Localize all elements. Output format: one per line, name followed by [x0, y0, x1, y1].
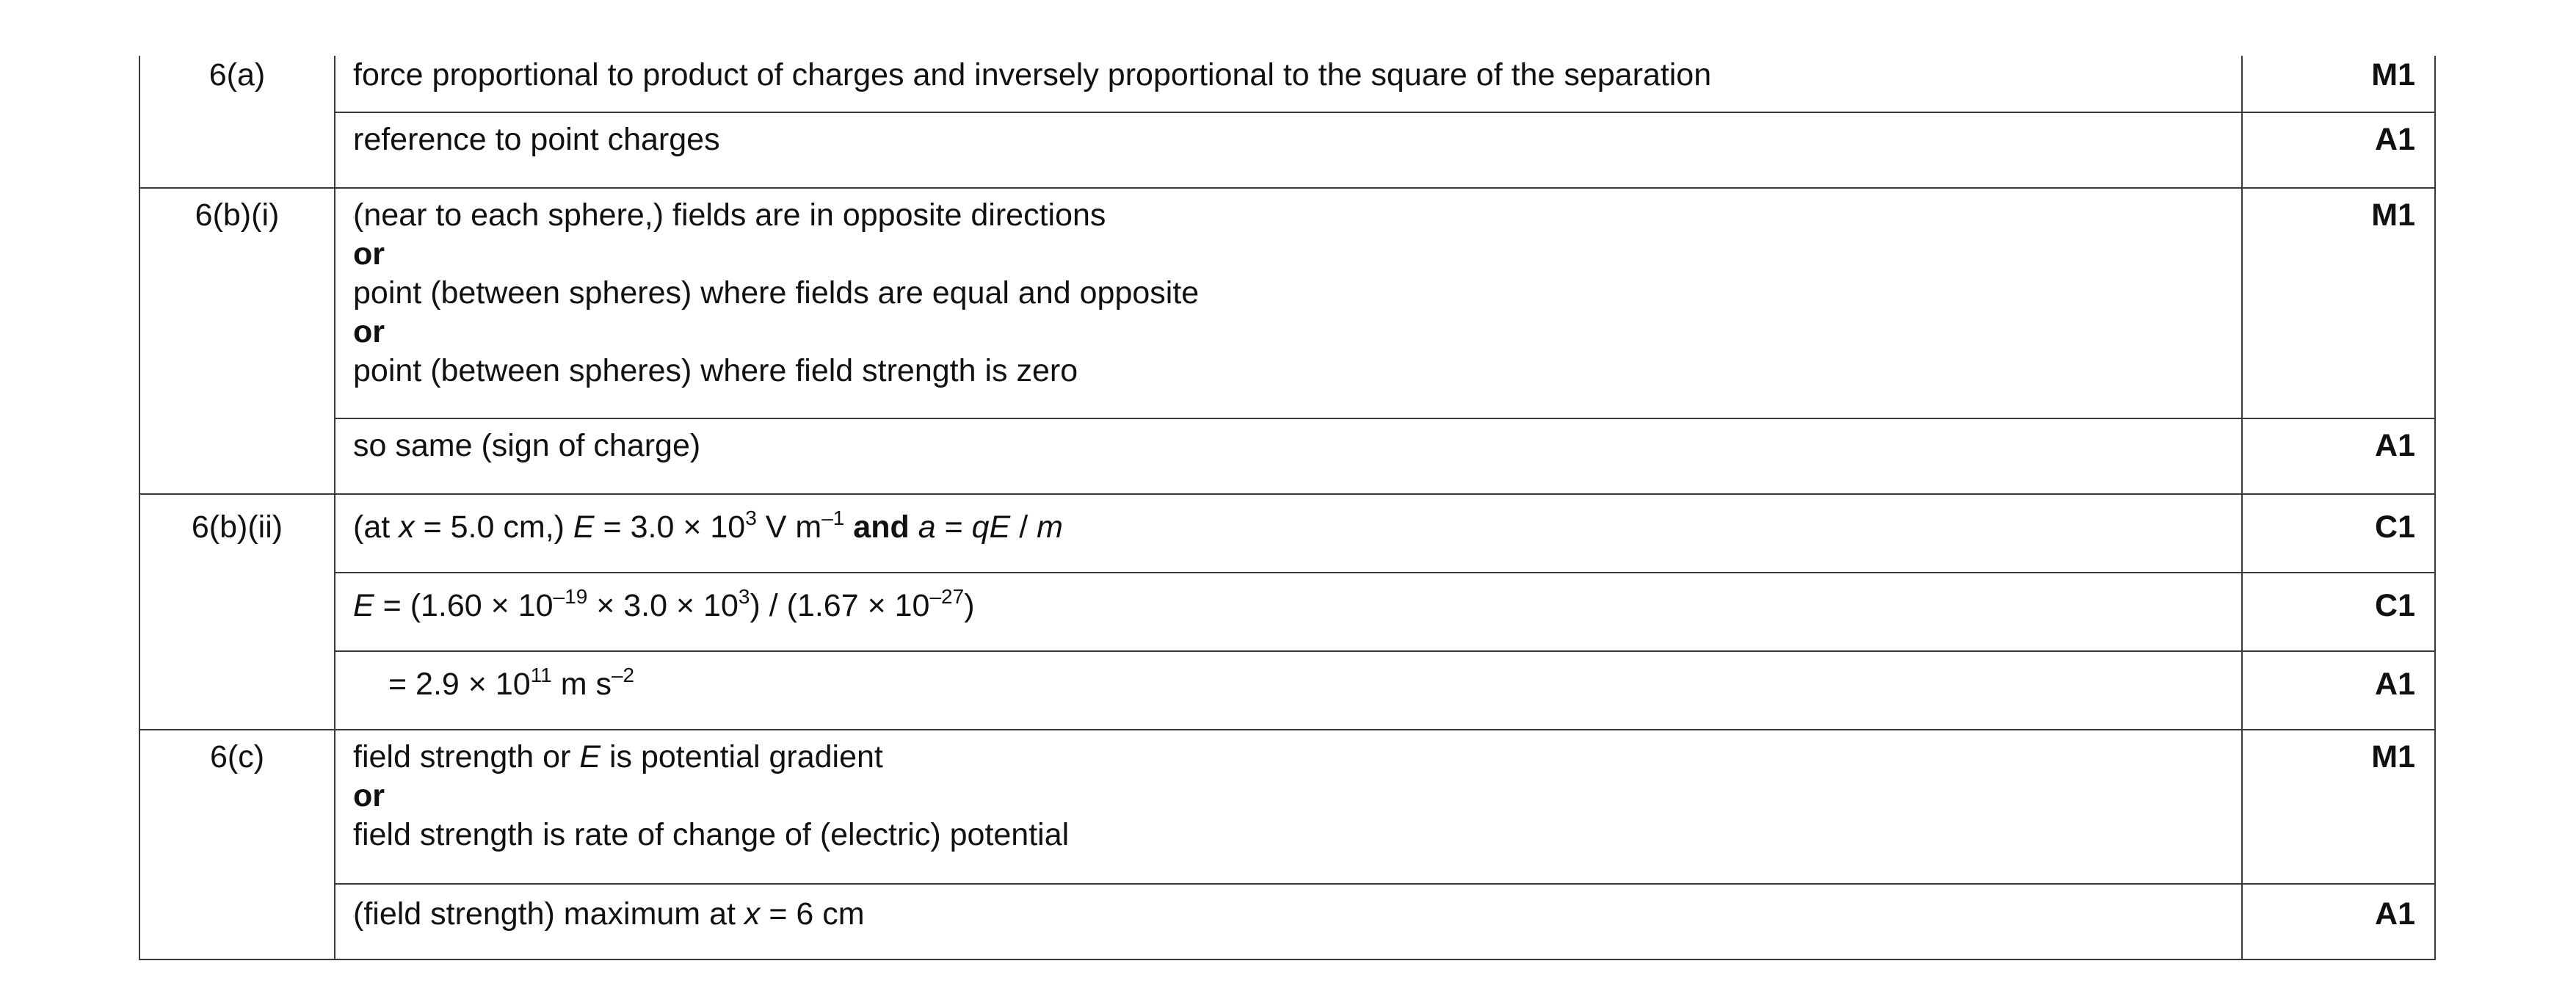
- mark-cell: [2242, 573, 2435, 651]
- answer-cell: [335, 418, 2242, 494]
- table-row: [139, 112, 2435, 188]
- answer-line: [353, 895, 2227, 934]
- answer-cell: [335, 112, 2242, 188]
- text: =: [935, 509, 972, 545]
- mark: A1: [2375, 896, 2415, 932]
- exponent: 3: [738, 585, 750, 608]
- answer-cell: [335, 651, 2242, 730]
- symbol-x: x: [399, 509, 415, 545]
- table-row: [139, 188, 2435, 418]
- mark: A1: [2375, 667, 2415, 702]
- table-row: [139, 56, 2435, 112]
- mark: C1: [2375, 588, 2415, 623]
- symbol-x: x: [744, 896, 761, 932]
- answer-equation: [353, 587, 2227, 625]
- answer-line: point (between spheres) where field strength is zero: [353, 353, 1078, 388]
- text: = 2.9 × 10: [388, 667, 531, 702]
- text: (at: [353, 509, 399, 545]
- answer-equation: [353, 508, 2227, 547]
- table-row: [139, 884, 2435, 959]
- question-number: 6(c): [209, 739, 265, 774]
- exponent: –2: [611, 664, 635, 686]
- text: = 6 cm: [760, 896, 865, 932]
- mark: M1: [2371, 197, 2415, 233]
- exponent: –1: [821, 507, 845, 529]
- mark-cell: [2242, 884, 2435, 959]
- answer-cell: [335, 56, 2242, 112]
- symbol-qE: qE: [971, 509, 1011, 545]
- text: = 3.0 × 10: [594, 509, 746, 545]
- text: = (1.60 × 10: [374, 588, 554, 623]
- text: × 3.0 × 10: [587, 588, 739, 623]
- text: m s: [551, 667, 612, 702]
- text: V m: [756, 509, 822, 545]
- mark-cell: [2242, 56, 2435, 112]
- answer-line: point (between spheres) where fields are equal and opposite: [353, 275, 1200, 311]
- answer-cell: [335, 188, 2242, 418]
- answer-text: so same (sign of charge): [353, 428, 701, 463]
- table-row: [139, 651, 2435, 730]
- answer-cell: [335, 494, 2242, 573]
- mark-cell: [2242, 651, 2435, 730]
- question-number-cell: [139, 730, 335, 959]
- symbol-E: E: [579, 739, 601, 774]
- table-row: [139, 494, 2435, 573]
- mark-cell: [2242, 418, 2435, 494]
- answer-equation: [353, 665, 2227, 704]
- question-number: 6(b)(ii): [191, 509, 283, 545]
- text: is potential gradient: [601, 739, 883, 774]
- exponent: 11: [530, 664, 552, 686]
- symbol-a: a: [918, 509, 936, 545]
- and-connector: and: [844, 509, 918, 545]
- mark: A1: [2375, 122, 2415, 157]
- table-row: [139, 730, 2435, 884]
- exponent: 3: [745, 507, 757, 529]
- mark: A1: [2375, 428, 2415, 463]
- text: field strength or: [353, 739, 580, 774]
- mark-cell: [2242, 112, 2435, 188]
- answer-text: reference to point charges: [353, 122, 720, 157]
- exponent: –19: [553, 585, 588, 608]
- exponent: –27: [929, 585, 965, 608]
- text: ) / (1.67 × 10: [750, 588, 930, 623]
- symbol-E: E: [573, 509, 595, 545]
- question-number-cell: [139, 494, 335, 730]
- or-connector: or: [353, 236, 385, 272]
- text: (field strength) maximum at: [353, 896, 744, 932]
- mark: M1: [2371, 57, 2415, 92]
- text: /: [1010, 509, 1037, 545]
- question-number-cell: [139, 188, 335, 494]
- question-number-cell: [139, 56, 335, 188]
- or-connector: or: [353, 778, 385, 813]
- mark-scheme-page: [139, 56, 2434, 960]
- question-number: 6(a): [208, 57, 266, 92]
- answer-cell: [335, 573, 2242, 651]
- symbol-E: E: [353, 588, 374, 623]
- answer-line: field strength is rate of change of (electric) potential: [353, 817, 1070, 852]
- mark-cell: [2242, 494, 2435, 573]
- mark: C1: [2375, 509, 2415, 545]
- answer-line: [353, 738, 2227, 777]
- question-number: 6(b)(i): [195, 197, 280, 233]
- table-row: [139, 573, 2435, 651]
- mark-cell: [2242, 730, 2435, 884]
- answer-line: (near to each sphere,) fields are in opposite directions: [353, 197, 1106, 233]
- text: = 5.0 cm,): [414, 509, 573, 545]
- table-row: [139, 418, 2435, 494]
- or-connector: or: [353, 314, 385, 349]
- answer-cell: [335, 730, 2242, 884]
- answer-text: force proportional to product of charges and inversely proportional to the square of the separation: [353, 57, 1712, 92]
- text: ): [964, 588, 975, 623]
- mark: M1: [2371, 739, 2415, 774]
- answer-cell: [335, 884, 2242, 959]
- mark-cell: [2242, 188, 2435, 418]
- symbol-m: m: [1037, 509, 1063, 545]
- mark-scheme-table: [139, 56, 2436, 960]
